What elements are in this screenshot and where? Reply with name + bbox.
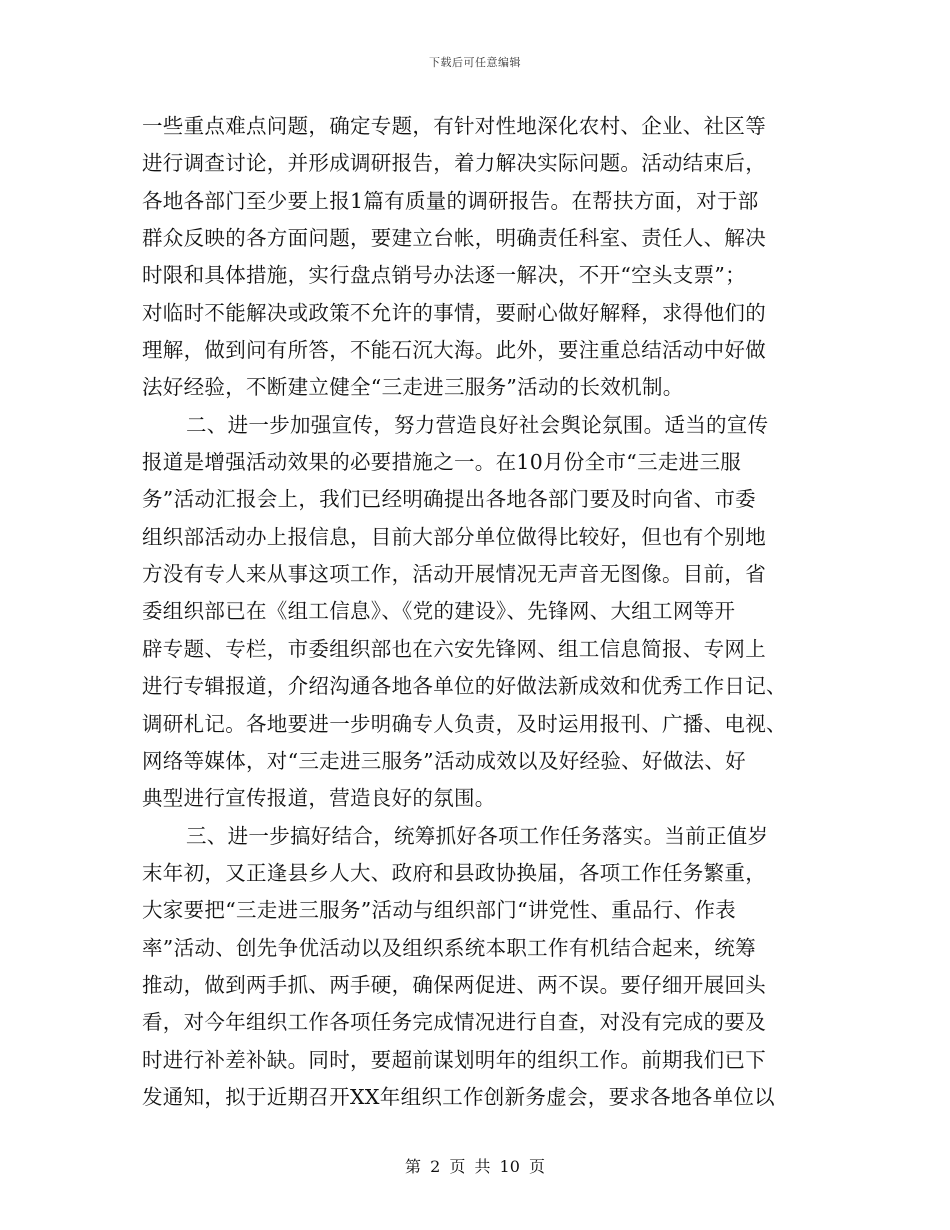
text-line: 群众反映的各方面问题，要建立台帐，明确责任科室、责任人、解决 xyxy=(142,226,766,251)
text-line: 典型进行宣传报道，营造良好的氛围。 xyxy=(142,786,496,811)
text-line: 法好经验，不断建立健全“三走进三服务”活动的长效机制。 xyxy=(142,375,684,400)
document-body xyxy=(142,108,808,1116)
text-line: 务”活动汇报会上，我们已经明确提出各地各部门要及时向省、市委 xyxy=(142,487,756,512)
text-line: 发通知，拟于近期召开XX年组织工作创新务虚会，要求各地各单位以 xyxy=(142,1084,775,1109)
text-line: 一些重点难点问题，确定专题，有针对性地深化农村、企业、社区等 xyxy=(142,114,766,138)
text-line: 调研札记。各地要进一步明确专人负责，及时运用报刊、广播、电视、 xyxy=(142,711,787,736)
text-line: 率”活动、创先争优活动以及组织系统本职工作有机结合起来，统筹 xyxy=(142,935,756,960)
text-line: 三、进一步搞好结合，统筹抓好各项工作任务落实。当前正值岁 xyxy=(186,823,769,848)
text-line: 网络等媒体，对“三走进三服务”活动成效以及好经验、好做法、好 xyxy=(142,748,746,773)
page-header: 下载后可任意编辑 xyxy=(429,56,521,69)
text-line: 末年初，又正逢县乡人大、政府和县政协换届，各项工作任务繁重， xyxy=(142,860,766,885)
text-line: 大家要把“三走进三服务”活动与组织部门“讲党性、重品行、作表 xyxy=(142,898,736,923)
text-line: 进行专辑报道，介绍沟通各地各单位的好做法新成效和优秀工作日记、 xyxy=(142,674,787,699)
text-line: 时限和具体措施，实行盘点销号办法逐一解决，不开“空头支票”； xyxy=(142,263,746,288)
text-line: 时进行补差补缺。同时，要超前谋划明年的组织工作。前期我们已下 xyxy=(142,1047,766,1072)
text-line: 进行调查讨论，并形成调研报告，着力解决实际问题。活动结束后， xyxy=(142,151,766,176)
text-line: 辟专题、专栏，市委组织部也在六安先锋网、组工信息简报、专网上 xyxy=(142,636,766,661)
text-line: 委组织部已在《组工信息》、《党的建设》、先锋网、大组工网等开 xyxy=(142,599,736,624)
text-line: 看，对今年组织工作各项任务完成情况进行自查，对没有完成的要及 xyxy=(142,1010,766,1035)
text-line: 报道是增强活动效果的必要措施之一。在10月份全市“三走进三服 xyxy=(142,450,742,475)
text-line: 推动，做到两手抓、两手硬，确保两促进、两不误。要仔细开展回头 xyxy=(142,972,766,997)
text-line: 组织部活动办上报信息，目前大部分单位做得比较好，但也有个别地 xyxy=(142,524,766,549)
text-line: 各地各部门至少要上报1篇有质量的调研报告。在帮扶方面，对于部 xyxy=(142,188,759,213)
page-footer: 第 2 页 共 10 页 xyxy=(405,1157,545,1176)
text-line: 理解，做到问有所答，不能石沉大海。此外，要注重总结活动中好做 xyxy=(142,338,766,363)
text-line: 方没有专人来从事这项工作，活动开展情况无声音无图像。目前，省 xyxy=(142,562,766,587)
text-line: 二、进一步加强宣传，努力营造良好社会舆论氛围。适当的宣传 xyxy=(186,412,769,437)
text-line: 对临时不能解决或政策不允许的事情，要耐心做好解释，求得他们的 xyxy=(142,300,766,325)
